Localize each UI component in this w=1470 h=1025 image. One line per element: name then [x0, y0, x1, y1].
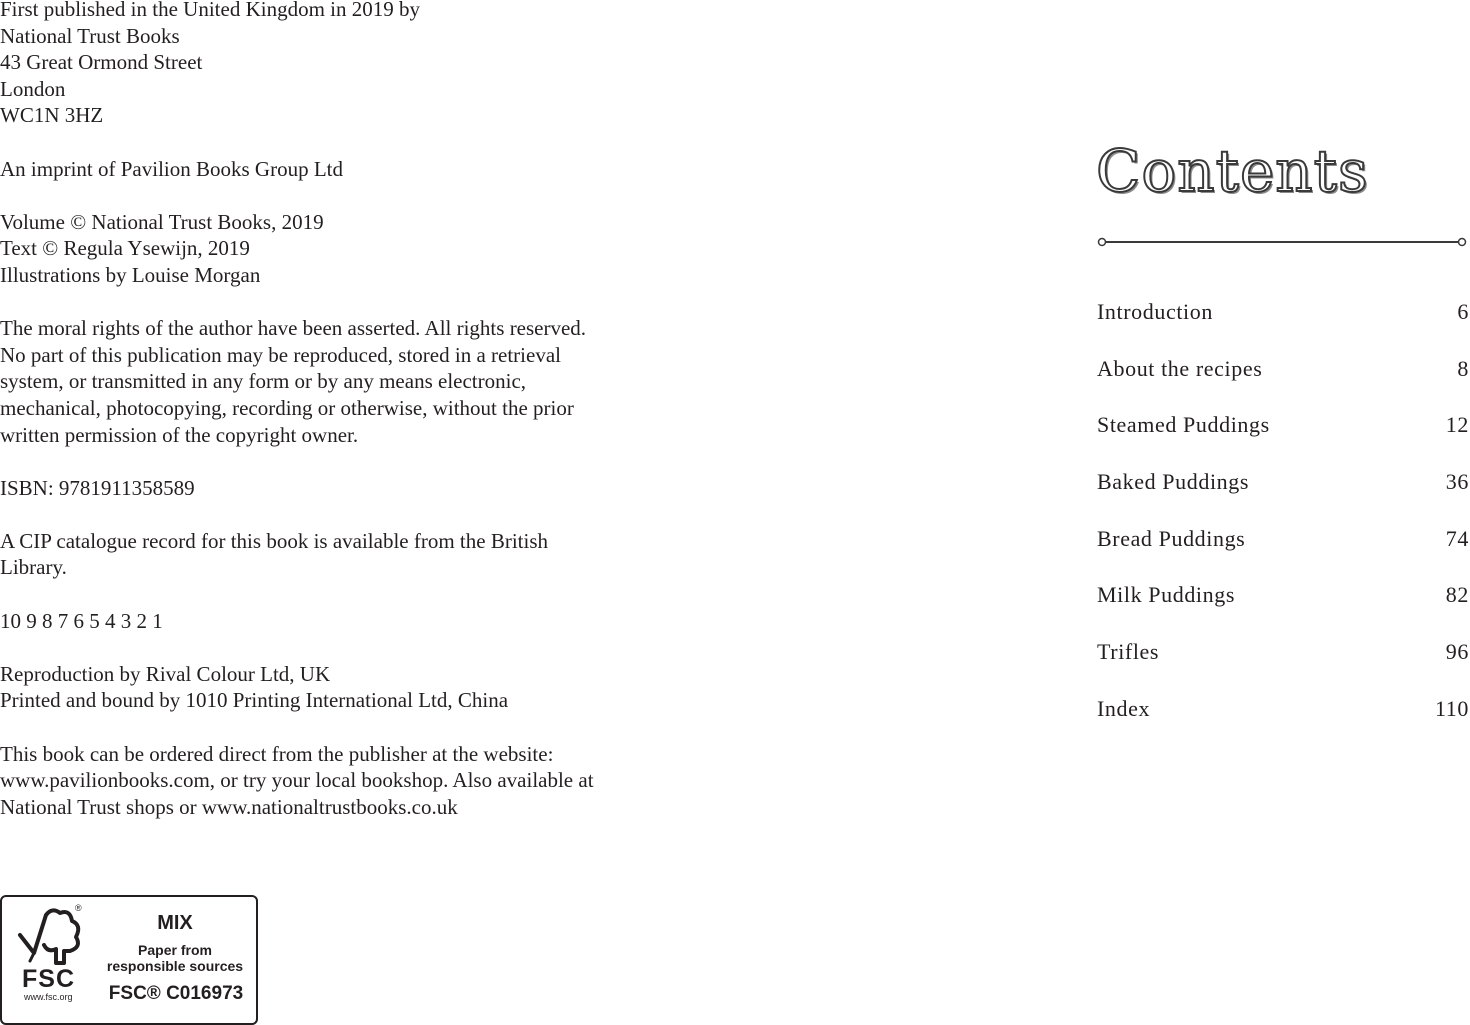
contents-entry [1097, 523, 1469, 580]
paragraph-gap [0, 182, 640, 209]
imprint-line: National Trust Books [0, 23, 180, 48]
imprint-line: 43 Great Ormond Street [0, 50, 203, 75]
contents-entry [1097, 409, 1469, 466]
imprint-line: Illustrations by Louise Morgan [0, 262, 261, 287]
contents-entry-page: 36 [1445, 469, 1469, 495]
contents-entry-title: Baked Puddings [1097, 469, 1250, 495]
imprint-line: Reproduction by Rival Colour Ltd, UK [0, 661, 331, 686]
imprint-line: www.pavilionbooks.com, or try your local bookshop. Also available at [0, 768, 594, 793]
paragraph-gap [0, 581, 640, 608]
fsc-paper-line-1: Paper from [138, 942, 212, 958]
paragraph-gap [0, 448, 640, 475]
contents-entry-page: 74 [1445, 525, 1469, 551]
contents-entry-title: Milk Puddings [1097, 582, 1235, 608]
imprint-line: WC1N 3HZ [0, 103, 104, 128]
imprint-line: A CIP catalogue record for this book is available from the British [0, 528, 549, 553]
imprint-line: The moral rights of the author have been asserted. All rights reserved. [0, 316, 587, 341]
contents-entry-page: 12 [1445, 412, 1469, 438]
imprint-line: Library. [0, 555, 67, 580]
paragraph-gap [0, 634, 640, 661]
imprint-line: First published in the United Kingdom in 2019 by [0, 0, 420, 21]
contents-entry-page: 82 [1445, 582, 1469, 608]
contents-entry-title: Bread Puddings [1097, 525, 1246, 551]
imprint-line: Text © Regula Ysewijn, 2019 [0, 236, 250, 261]
contents-entry-title: Trifles [1097, 639, 1160, 665]
paragraph-gap [0, 289, 640, 316]
contents-divider [1096, 234, 1468, 250]
contents-entry [1097, 296, 1469, 353]
contents-entry-title: About the recipes [1097, 355, 1263, 381]
fsc-logo-word: FSC [22, 965, 75, 993]
contents-entry-page: 6 [1457, 299, 1469, 324]
contents-entry-title: Steamed Puddings [1097, 412, 1270, 438]
imprint-line: mechanical, photocopying, recording or otherwise, without the prior [0, 395, 574, 420]
contents-entry-title: Introduction [1097, 299, 1213, 324]
imprint-line: Volume © National Trust Books, 2019 [0, 209, 324, 234]
contents-entry [1097, 466, 1469, 523]
fsc-paper-text [100, 942, 250, 974]
fsc-tree-icon [12, 905, 86, 967]
contents-entry-title: Index [1097, 695, 1151, 721]
paragraph-gap [0, 129, 640, 156]
contents-entry [1097, 636, 1469, 693]
imprint-line: No part of this publication may be reproduced, stored in a retrieval [0, 342, 561, 367]
contents-entry [1097, 579, 1469, 636]
contents-entry [1097, 693, 1469, 750]
imprint-line: ISBN: 9781911358589 [0, 475, 195, 500]
table-of-contents [1097, 296, 1469, 750]
fsc-registered-mark: ® [75, 903, 82, 913]
imprint-line: written permission of the copyright owner. [0, 422, 359, 447]
imprint-line: system, or transmitted in any form or by any means electronic, [0, 369, 527, 394]
fsc-paper-line-2: responsible sources [106, 958, 244, 974]
fsc-mix-label: MIX [157, 912, 193, 934]
paragraph-gap [0, 501, 640, 528]
contents-entry-page: 8 [1457, 355, 1469, 381]
imprint-line: This book can be ordered direct from the publisher at the website: [0, 741, 554, 766]
imprint-text [0, 0, 640, 820]
contents-entry-page: 110 [1435, 695, 1469, 721]
imprint-line: Printed and bound by 1010 Printing International Ltd, China [0, 688, 509, 713]
paragraph-gap [0, 714, 640, 741]
contents-heading: Contents [1096, 137, 1369, 205]
imprint-line: 10 9 8 7 6 5 4 3 2 1 [0, 608, 163, 633]
fsc-url: www.fsc.org [24, 992, 73, 1002]
contents-entry [1097, 353, 1469, 410]
imprint-line: National Trust shops or www.nationaltrustbooks.co.uk [0, 794, 458, 819]
fsc-license-code: FSC® C016973 [108, 983, 244, 1004]
imprint-line: London [0, 76, 66, 101]
contents-entry-page: 96 [1445, 639, 1469, 665]
imprint-line: An imprint of Pavilion Books Group Ltd [0, 156, 343, 181]
